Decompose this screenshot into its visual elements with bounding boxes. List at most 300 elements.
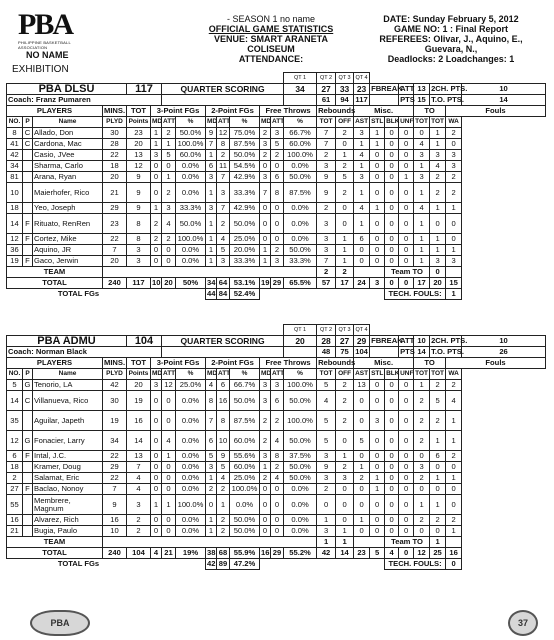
stat-cell: 0 (370, 150, 385, 161)
stat-cell: 9 (206, 128, 217, 139)
blank (7, 325, 284, 336)
stat-cell: 1 (206, 150, 217, 161)
coach-row (7, 347, 546, 358)
stat-cell: 19 (103, 411, 127, 431)
pba-logo (18, 10, 88, 50)
stat-cell: 33.3% (230, 183, 260, 203)
stat-cell: 0 (162, 256, 176, 267)
blank (151, 289, 206, 300)
stat-cell: 6 (354, 234, 370, 245)
subheader-pct: % (230, 117, 260, 128)
stat-cell: 0 (260, 515, 271, 526)
stat-cell: 3 (127, 245, 151, 256)
stat-cell: 7 (206, 411, 217, 431)
subheader-points: Points (127, 369, 151, 380)
stat-cell: 50.0% (230, 150, 260, 161)
total-cell: 15 (446, 278, 462, 289)
stat-cell: 1 (446, 431, 462, 451)
player-name: Aquino, JR (33, 245, 103, 256)
total-fgs-label: TOTAL FGs (57, 559, 100, 569)
total-cell: 34 (207, 278, 216, 287)
stat-cell: 3 (414, 172, 430, 183)
stat-cell: 0 (354, 526, 370, 537)
stat-cell: 0 (399, 391, 414, 411)
stat-cell: 25.0% (230, 473, 260, 484)
second-chance-pts: 10 (462, 336, 546, 347)
stat-cell: 3 (260, 172, 271, 183)
total-fgs-made: 42 (207, 559, 216, 568)
stat-cell: 33.3% (230, 256, 260, 267)
stat-cell: 0 (370, 380, 385, 391)
stat-cell: 1 (414, 234, 430, 245)
stat-cell: 1 (336, 451, 354, 462)
stat-cell: 9 (127, 203, 151, 214)
stat-cell: 1 (354, 161, 370, 172)
cumulative-score: 75 (336, 347, 354, 358)
stat-cell: 0 (260, 203, 271, 214)
player-name: Cardona, Mac (33, 139, 103, 150)
subheader-p: P (23, 117, 33, 128)
turnover-pts: 26 (462, 347, 546, 358)
stat-cell: 0 (385, 161, 399, 172)
cumulative-score (284, 347, 317, 358)
subheader-points: Points (127, 117, 151, 128)
stat-cell (23, 183, 33, 203)
player-row (7, 391, 546, 411)
stat-cell: 0 (336, 203, 354, 214)
stat-cell: 2 (430, 515, 446, 526)
stat-cell: 4 (127, 484, 151, 495)
stat-cell: 1 (151, 128, 162, 139)
stat-cell: 1 (446, 245, 462, 256)
blank (162, 95, 284, 106)
season-footer-logo (508, 610, 538, 636)
team2-stats-table (6, 324, 546, 570)
player-name: Arana, Ryan (33, 172, 103, 183)
stat-cell: 2 (446, 515, 462, 526)
stat-cell: 34 (103, 431, 127, 451)
stat-cell: 0 (399, 234, 414, 245)
stat-cell: 2 (317, 484, 336, 495)
player-name: Kramer, Doug (33, 462, 103, 473)
player-name: Gaco, Jerwin (33, 256, 103, 267)
subheader-p: P (23, 369, 33, 380)
player-name: Allado, Don (33, 128, 103, 139)
stat-cell: 28 (103, 139, 127, 150)
second-chance-label: 2CH. PTS. (431, 336, 468, 345)
stat-cell: 1 (206, 245, 217, 256)
subheader-wa: WA (446, 117, 462, 128)
stat-cell: 0 (151, 172, 162, 183)
stat-cell: 33.3% (176, 203, 206, 214)
stat-cell: 0 (260, 495, 271, 515)
stat-cell: 100.0% (284, 380, 317, 391)
stat-cell: 1 (354, 183, 370, 203)
rebounds-header: Rebounds (318, 358, 356, 367)
stat-cell: 0 (399, 183, 414, 203)
deadlocks: Deadlocks: 2 Loadchanges: 1 (387, 54, 515, 64)
stat-cell: 60.0% (230, 462, 260, 473)
stat-cell: 18 (7, 462, 23, 473)
stat-cell: 0 (336, 214, 354, 234)
stat-cell: 0 (162, 526, 176, 537)
stat-cell: 0 (370, 495, 385, 515)
stat-cell: 0 (354, 484, 370, 495)
stat-cell: 0 (370, 214, 385, 234)
stat-cell: 14 (7, 391, 23, 411)
stat-cell: 1 (430, 203, 446, 214)
stat-cell: 2 (271, 462, 284, 473)
total-cell: 16 (446, 548, 462, 559)
stat-cell: 1 (414, 495, 430, 515)
player-row (7, 128, 546, 139)
subheader-name: Name (33, 117, 103, 128)
stat-cell: 0 (414, 484, 430, 495)
stat-cell: 29 (103, 203, 127, 214)
quarter-scoring-label: QUARTER SCORING (162, 336, 284, 347)
stat-cell: 2 (430, 183, 446, 203)
player-name: Aguilar, Japeth (33, 411, 103, 431)
stat-cell: 0 (151, 161, 162, 172)
team-score: 104 (127, 336, 162, 347)
stat-cell: 6 (7, 451, 23, 462)
stat-cell: 3 (162, 203, 176, 214)
coach-row (7, 95, 546, 106)
stat-cell: 0 (446, 234, 462, 245)
stat-cell: 7 (317, 139, 336, 150)
player-row (7, 172, 546, 183)
team-row (7, 267, 546, 278)
stat-cell: 0 (151, 515, 162, 526)
total-cell: 4 (385, 548, 399, 559)
stat-cell: 7 (103, 484, 127, 495)
stat-cell: 2 (271, 245, 284, 256)
quarter-score: 28 (317, 336, 336, 347)
stat-cell: 0 (354, 245, 370, 256)
mins-header: MINS. (104, 106, 126, 115)
subheader-wa: WA (446, 369, 462, 380)
pba-footer-logo (30, 610, 90, 636)
stat-cell: 0.0% (176, 172, 206, 183)
subheader-pct: % (230, 369, 260, 380)
stat-cell: 50.0% (176, 128, 206, 139)
stat-cell: 4 (206, 380, 217, 391)
stat-cell: 12 (7, 234, 23, 245)
stat-cell: 0 (399, 139, 414, 150)
stat-cell: 6 (206, 431, 217, 451)
stat-cell: 0 (370, 161, 385, 172)
subheader-plyd: PLYD (103, 117, 127, 128)
total-row (7, 278, 546, 289)
stat-cell: 5 (430, 391, 446, 411)
stat-cell: 87.5% (284, 183, 317, 203)
stat-cell: G (23, 380, 33, 391)
stat-cell: 4 (414, 203, 430, 214)
team-reb-off: 1 (336, 537, 354, 548)
stat-cell: 0 (385, 495, 399, 515)
stat-cell: 3 (370, 411, 385, 431)
players-header: PLAYERS (7, 358, 103, 369)
stat-cell: 19 (127, 391, 151, 411)
stat-cell: 1 (151, 139, 162, 150)
total-cell: 64 (217, 278, 230, 289)
stat-cell: 0 (399, 245, 414, 256)
stat-cell: 33.3% (284, 256, 317, 267)
blank (446, 267, 462, 278)
tech-fouls: 0 (446, 559, 462, 570)
subheader-no: NO. (7, 369, 23, 380)
stat-cell: 1 (354, 214, 370, 234)
quarter-score: 33 (336, 84, 354, 95)
stat-cell: 23 (103, 214, 127, 234)
stat-cell (23, 515, 33, 526)
stat-cell: 3 (271, 256, 284, 267)
quarter-scoring-label: QUARTER SCORING (162, 84, 284, 95)
stat-cell: 1 (206, 515, 217, 526)
stat-cell: 0 (385, 451, 399, 462)
total-cell: 17 (336, 278, 354, 289)
stat-cell: 29 (103, 462, 127, 473)
tot-header: TOT (127, 358, 151, 369)
stat-cell: 3 (317, 526, 336, 537)
stat-cell: 0 (399, 451, 414, 462)
total-cell: 38 (207, 548, 216, 557)
turnover-pts: 14 (462, 95, 546, 106)
player-name: Alvarez, Rich (33, 515, 103, 526)
stat-cell: 100.0% (176, 234, 206, 245)
stat-cell: 50.0% (284, 473, 317, 484)
total-cell: 240 (103, 278, 127, 289)
cumulative-score: 117 (355, 95, 368, 104)
column-sub-row (7, 117, 546, 128)
stat-cell: 5 (7, 380, 23, 391)
stat-cell: 8 (217, 411, 230, 431)
quarter-label: QT 3 (336, 73, 354, 84)
player-row (7, 183, 546, 203)
stat-cell: 5 (354, 431, 370, 451)
subheader-blk: BLK (385, 369, 399, 380)
stat-cell: 0 (151, 391, 162, 411)
stat-cell: 1 (162, 172, 176, 183)
stat-cell: 100.0% (284, 411, 317, 431)
subheader-unf: UNF (399, 369, 414, 380)
stat-cell: F (23, 484, 33, 495)
stat-cell: 0 (430, 214, 446, 234)
quarter-label: QT 2 (317, 73, 336, 84)
stat-cell: F (23, 256, 33, 267)
stat-cell: 1 (336, 245, 354, 256)
stat-cell: 2 (271, 411, 284, 431)
stat-cell: 2 (162, 183, 176, 203)
total-cell: 14 (336, 548, 354, 559)
stat-cell: 100.0% (284, 150, 317, 161)
stat-cell: 2 (430, 380, 446, 391)
stat-cell: 0.0% (176, 451, 206, 462)
total-cell: 29 (271, 278, 284, 289)
player-name: Salamat, Eric (33, 473, 103, 484)
cumulative-score (284, 95, 317, 106)
stat-cell: 2 (217, 515, 230, 526)
total-cell: 55.2% (284, 548, 317, 559)
stat-cell: 1 (217, 495, 230, 515)
subheader-att2: ATT (217, 117, 230, 128)
subheader-ast: AST (354, 117, 370, 128)
stat-cell: 0 (370, 172, 385, 183)
stat-cell: 50.0% (284, 245, 317, 256)
stat-cell: 0 (271, 484, 284, 495)
stat-cell: 6 (217, 380, 230, 391)
stat-cell: 0.0% (284, 234, 317, 245)
total-fgs-att: 84 (217, 289, 230, 300)
total-fgs-label: TOTAL FGs (57, 289, 100, 299)
stat-cell: 20 (103, 256, 127, 267)
stat-cell: 50.0% (284, 462, 317, 473)
stat-cell: 1 (370, 484, 385, 495)
stat-cell: 2 (127, 526, 151, 537)
stat-cell: 14 (127, 431, 151, 451)
stat-cell: 2 (336, 462, 354, 473)
stat-cell: 1 (206, 526, 217, 537)
stat-cell: 3 (206, 203, 217, 214)
total-cell: 42 (317, 548, 336, 559)
quarter-score: 23 (354, 84, 370, 95)
stat-cell: 9 (103, 495, 127, 515)
player-row (7, 411, 546, 431)
quarter-label: QT 1 (284, 73, 317, 84)
stat-cell: 1 (370, 128, 385, 139)
mins-header: MINS. (104, 358, 126, 367)
stat-cell: 16 (103, 515, 127, 526)
subheader-att2: ATT (162, 369, 176, 380)
stat-cell: 1 (354, 515, 370, 526)
total-cell: 50% (176, 278, 206, 289)
stat-cell: 14 (7, 214, 23, 234)
stat-cell: C (23, 128, 33, 139)
stat-cell: 42 (103, 380, 127, 391)
stat-cell: 0 (414, 451, 430, 462)
stat-cell: 19 (7, 256, 23, 267)
stat-cell: 0 (446, 214, 462, 234)
team-row (7, 537, 546, 548)
total-fgs-pct: 52.4% (230, 289, 260, 300)
team-to: 0 (430, 267, 446, 278)
stat-cell: 3 (127, 256, 151, 267)
stat-cell: 0 (385, 473, 399, 484)
blank (103, 537, 317, 548)
subheader-name: Name (33, 369, 103, 380)
stat-cell: 1 (151, 495, 162, 515)
blank (260, 559, 385, 570)
stat-cell: 8 (271, 183, 284, 203)
stat-cell: 87.5% (230, 411, 260, 431)
team-score-row (7, 84, 546, 95)
team-score-row (7, 336, 546, 347)
total-fgs-made: 44 (207, 289, 216, 298)
stat-cell: 5 (217, 462, 230, 473)
stat-cell: 2 (446, 380, 462, 391)
total-cell: 21 (162, 548, 176, 559)
subheader-no: NO. (7, 117, 23, 128)
to-header: TO (414, 106, 446, 117)
stat-cell: 3 (317, 161, 336, 172)
stat-cell: 35 (7, 411, 23, 431)
stat-cell: 0 (354, 256, 370, 267)
stat-cell: 8 (217, 139, 230, 150)
player-row (7, 256, 546, 267)
stat-cell: 3 (260, 380, 271, 391)
stat-cell: 50.0% (230, 214, 260, 234)
player-name: Membrere, Magnum (33, 495, 103, 515)
game-date: DATE: Sunday February 5, 2012 (383, 14, 519, 24)
tot-header: TOT (127, 106, 151, 117)
stat-cell: 42.9% (230, 203, 260, 214)
stat-cell: 1 (370, 139, 385, 150)
stat-cell: 5 (317, 411, 336, 431)
stat-cell: 22 (103, 451, 127, 462)
stat-cell: 0 (399, 380, 414, 391)
player-row (7, 484, 546, 495)
stat-cell: 3 (317, 214, 336, 234)
stat-cell: 13 (127, 451, 151, 462)
stat-cell: 1 (162, 451, 176, 462)
stat-cell: 1 (260, 462, 271, 473)
player-name: Sharma, Carlo (33, 161, 103, 172)
stat-cell: 0.0% (284, 484, 317, 495)
stat-cell: 1 (414, 161, 430, 172)
stat-cell: 4 (162, 431, 176, 451)
stat-cell: 27 (7, 484, 23, 495)
stat-cell: 1 (206, 183, 217, 203)
stat-cell: 0 (354, 411, 370, 431)
player-row (7, 203, 546, 214)
stat-cell: 3 (317, 451, 336, 462)
stat-cell: 16 (127, 411, 151, 431)
stat-cell: 0 (385, 526, 399, 537)
rebounds-header: Rebounds (318, 106, 356, 115)
total-fgs-row (7, 289, 546, 300)
team-name: PBA DLSU (7, 84, 127, 95)
cumulative-score: 48 (317, 347, 336, 358)
stat-cell: 12 (217, 128, 230, 139)
stat-cell: 16 (217, 391, 230, 411)
total-cell: 0 (385, 278, 399, 289)
stat-cell: 22 (103, 150, 127, 161)
stat-cell (23, 161, 33, 172)
stat-cell: 5 (271, 139, 284, 150)
subheader-off: OFF (336, 369, 354, 380)
stat-cell: 0 (162, 161, 176, 172)
referees: REFEREES: Olivar, J., Aquino, E., (379, 34, 523, 44)
stat-cell: 0 (336, 139, 354, 150)
stat-cell: 0 (385, 139, 399, 150)
stat-cell: 0.0% (176, 526, 206, 537)
total-cell: 24 (354, 278, 370, 289)
total-cell: 29 (271, 548, 284, 559)
stat-cell: 50.0% (176, 214, 206, 234)
stat-cell: 0 (162, 473, 176, 484)
game-number: GAME NO: 1 : Final Report (393, 24, 508, 34)
team-score: 117 (127, 84, 162, 95)
player-row (7, 234, 546, 245)
total-cell: 240 (103, 548, 127, 559)
stat-cell: 2 (206, 484, 217, 495)
stat-cell: 1 (446, 473, 462, 484)
blank (354, 537, 385, 548)
player-row (7, 495, 546, 515)
stat-cell: 0 (151, 245, 162, 256)
stat-cell: 0 (430, 462, 446, 473)
stat-cell: 1 (354, 462, 370, 473)
